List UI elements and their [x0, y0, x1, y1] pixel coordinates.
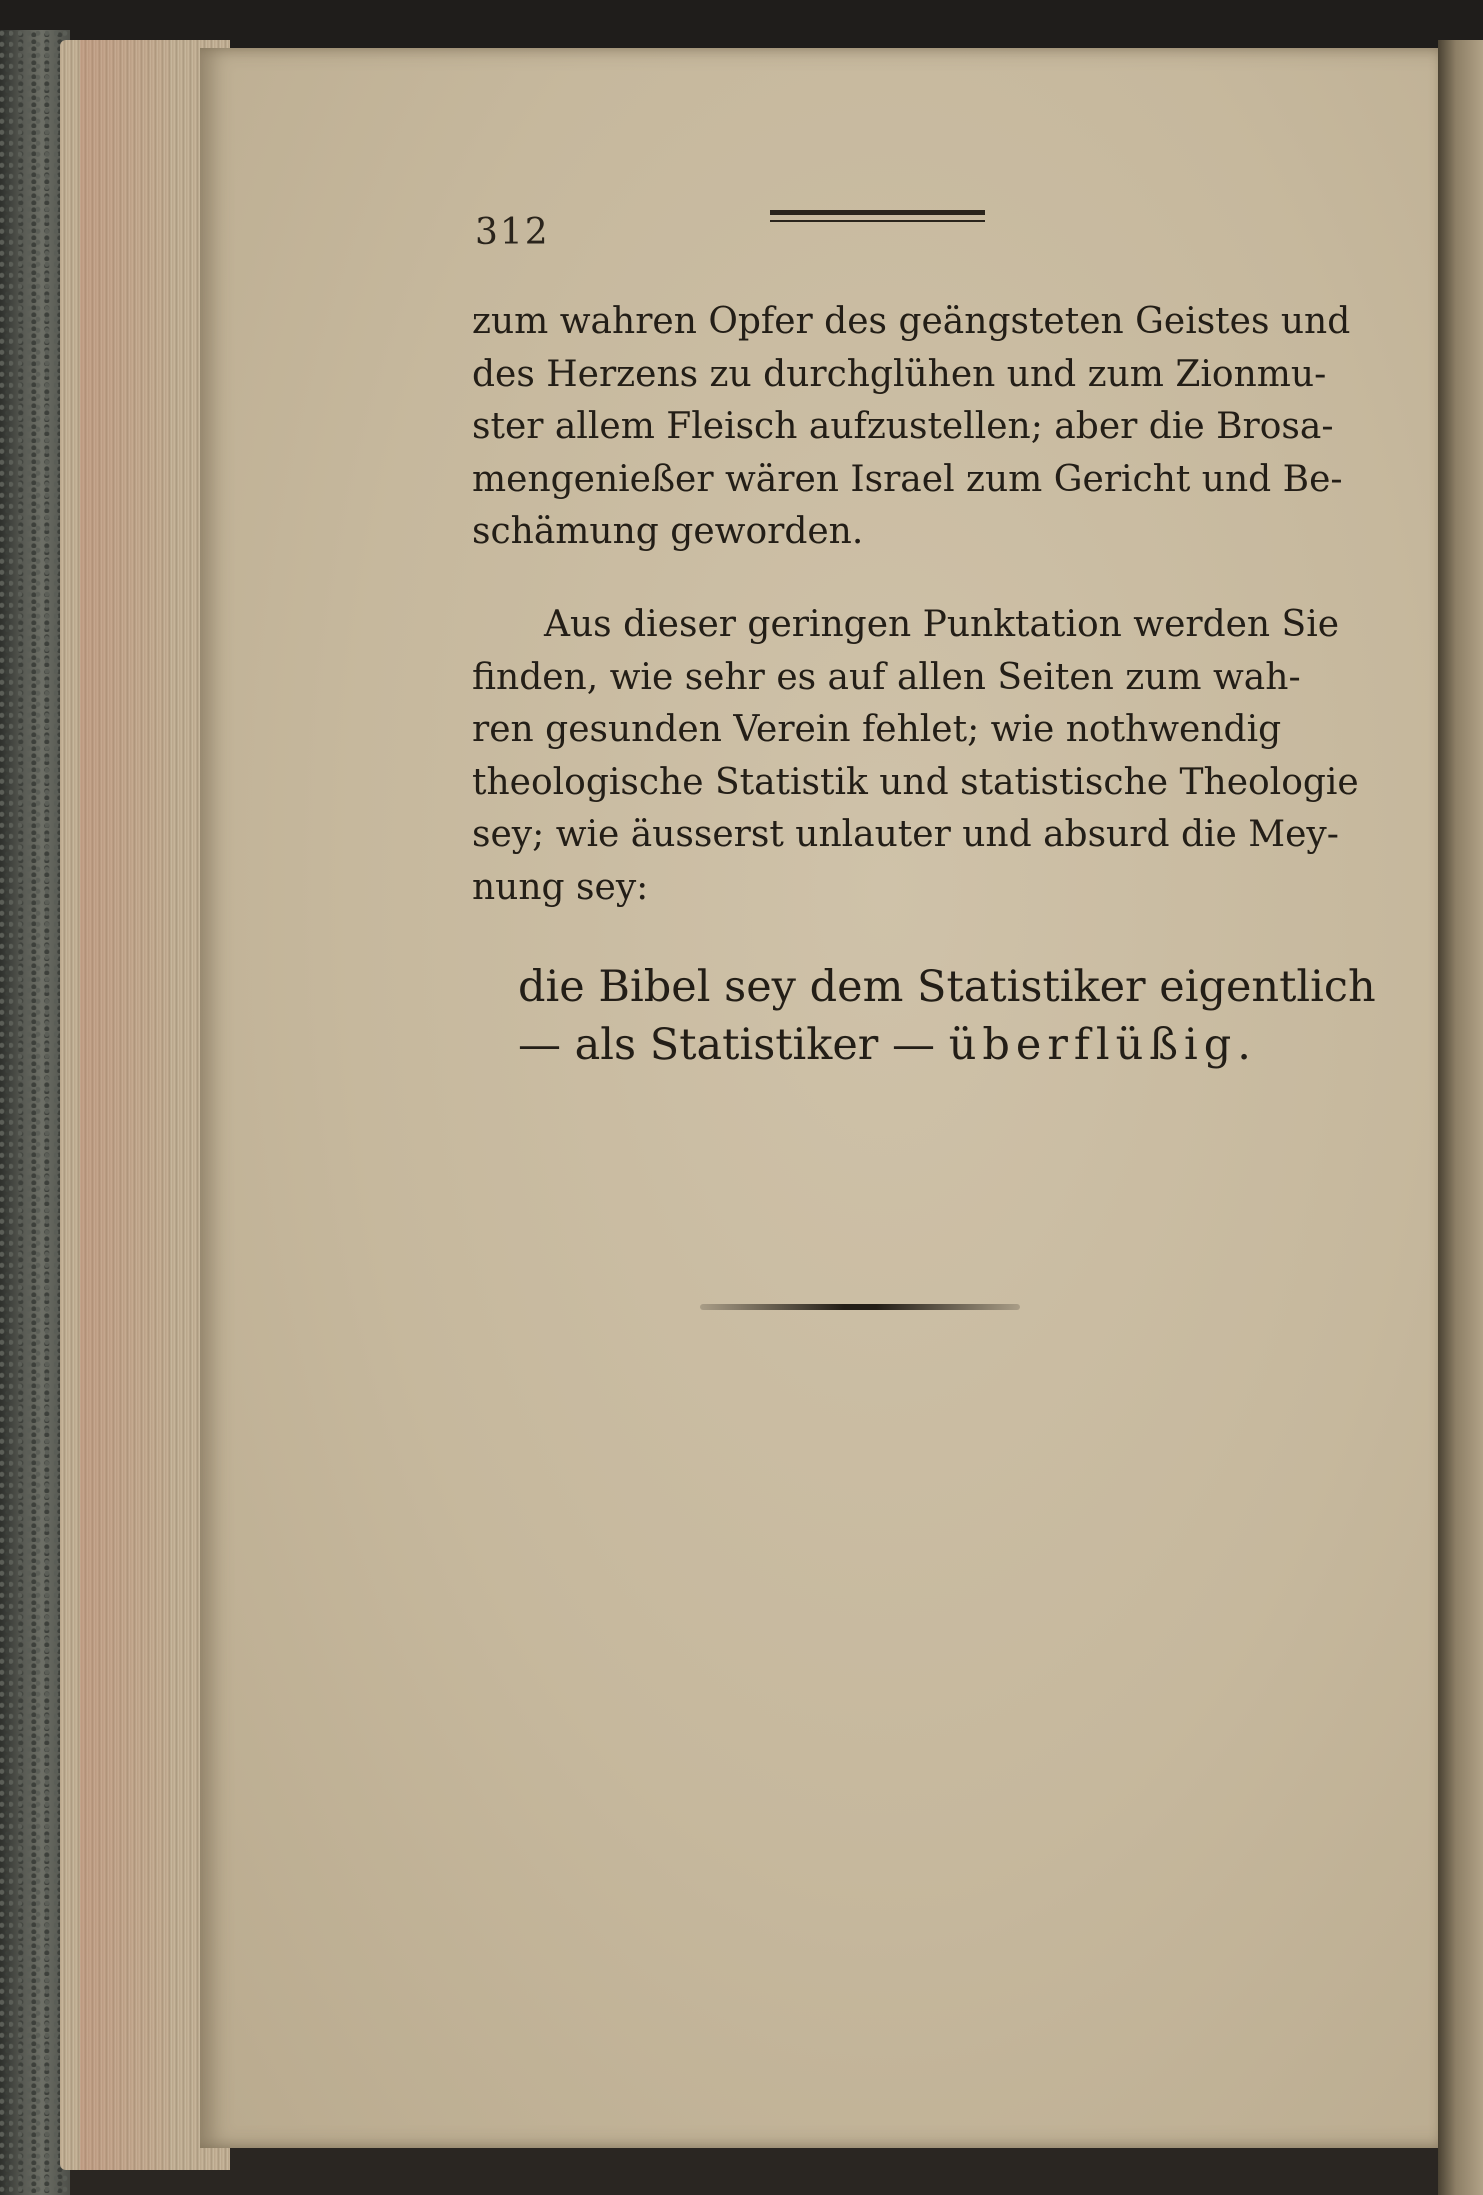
paragraph-2: [472, 599, 1359, 914]
end-ornament-rule: [700, 1304, 1020, 1310]
text-line: schämung geworden.: [472, 511, 864, 552]
quote-line: [518, 1016, 1278, 1074]
text-line: ren gesunden Verein fehlet; wie nothwendig: [472, 709, 1282, 750]
quote-prefix: — als Statistiker —: [518, 1020, 936, 1070]
text-line: ster allem Fleisch aufzustellen; aber die Brosa-: [472, 406, 1334, 447]
quoted-statement: [518, 958, 1376, 1074]
quote-emphasis: überflüßig.: [948, 1020, 1257, 1070]
book-gutter: [1438, 40, 1483, 2195]
text-line: zum wahren Opfer des geängsteten Geistes und: [472, 301, 1351, 342]
text-line: des Herzens zu durchglühen und zum Zionmu-: [472, 353, 1327, 395]
paragraph-1: [472, 296, 1351, 559]
text-line: mengenießer wären Israel zum Gericht und Be-: [472, 458, 1343, 500]
quote-line: die Bibel sey dem Statistiker eigentlich: [518, 962, 1376, 1012]
text-line: sey; wie äusserst unlauter und absurd die Mey-: [472, 814, 1339, 855]
text-line: nung sey:: [472, 866, 649, 908]
text-line: finden, wie sehr es auf allen Seiten zum wah-: [472, 656, 1301, 698]
text-line: Aus dieser geringen Punktation werden Sie: [544, 604, 1340, 645]
header-rule: [770, 210, 985, 222]
text-line: theologische Statistik und statistische Theologie: [472, 761, 1359, 803]
page-number: 312: [475, 212, 550, 253]
